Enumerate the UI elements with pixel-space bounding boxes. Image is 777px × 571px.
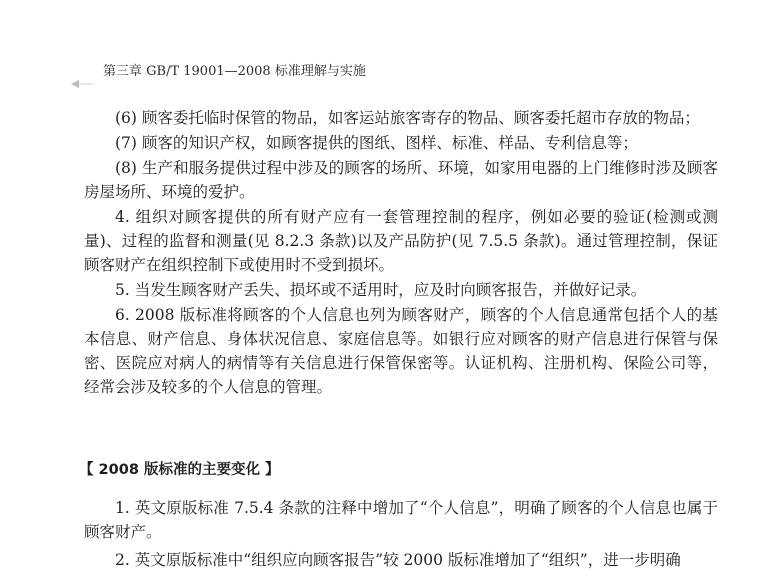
chapter-header-text: 第三章 GB/T 19001—2008 标准理解与实施: [103, 64, 366, 79]
section-title: 【 2008 版标准的主要变化 】: [79, 462, 280, 478]
paragraph-item-8: (8) 生产和服务提供过程中涉及的顾客的场所、环境，如家用电器的上门维修时涉及顾客房屋场所、环境的爱护。: [84, 159, 718, 201]
page-header: [103, 60, 366, 79]
body-text: [84, 106, 718, 400]
paragraph-point-4: 4. 组织对顾客提供的所有财产应有一套管理控制的程序，例如必要的验证(检测或测量)、过程的监督和测量(见 8.2.3 条款)以及产品防护(见 7.5.5 条款)。通过管理控制，保证顾客财产在组织控制下或使用时不受到损坏。: [84, 208, 718, 274]
changes-text: [84, 496, 718, 571]
paragraph-item-7: (7) 顾客的知识产权，如顾客提供的图纸、图样、标准、样品、专利信息等；: [115, 134, 638, 152]
paragraph-point-5: 5. 当发生顾客财产丢失、损坏或不适用时，应及时向顾客报告，并做好记录。: [115, 281, 647, 299]
paragraph-point-6: 6. 2008 版标准将顾客的个人信息也列为顾客财产，顾客的个人信息通常包括个人的基本信息、财产信息、身体状况信息、家庭信息等。如银行应对顾客的财产信息进行保管与保密、医院应对病人的病情等有关信息进行保管保密等。认证机构、注册机构、保险公司等，经常会涉及较多的个人信息的管理。: [84, 306, 718, 396]
page-tab-marker-icon: [70, 80, 94, 88]
change-item-2: 2. 英文原版标准中“组织应向顾客报告”较 2000 版标准增加了“组织”，进一步明确: [115, 551, 681, 569]
paragraph-item-6: (6) 顾客委托临时保管的物品，如客运站旅客寄存的物品、顾客委托超市存放的物品；: [115, 109, 700, 127]
change-item-1: 1. 英文原版标准 7.5.4 条款的注释中增加了“个人信息”，明确了顾客的个人信息也属于顾客财产。: [84, 499, 718, 541]
